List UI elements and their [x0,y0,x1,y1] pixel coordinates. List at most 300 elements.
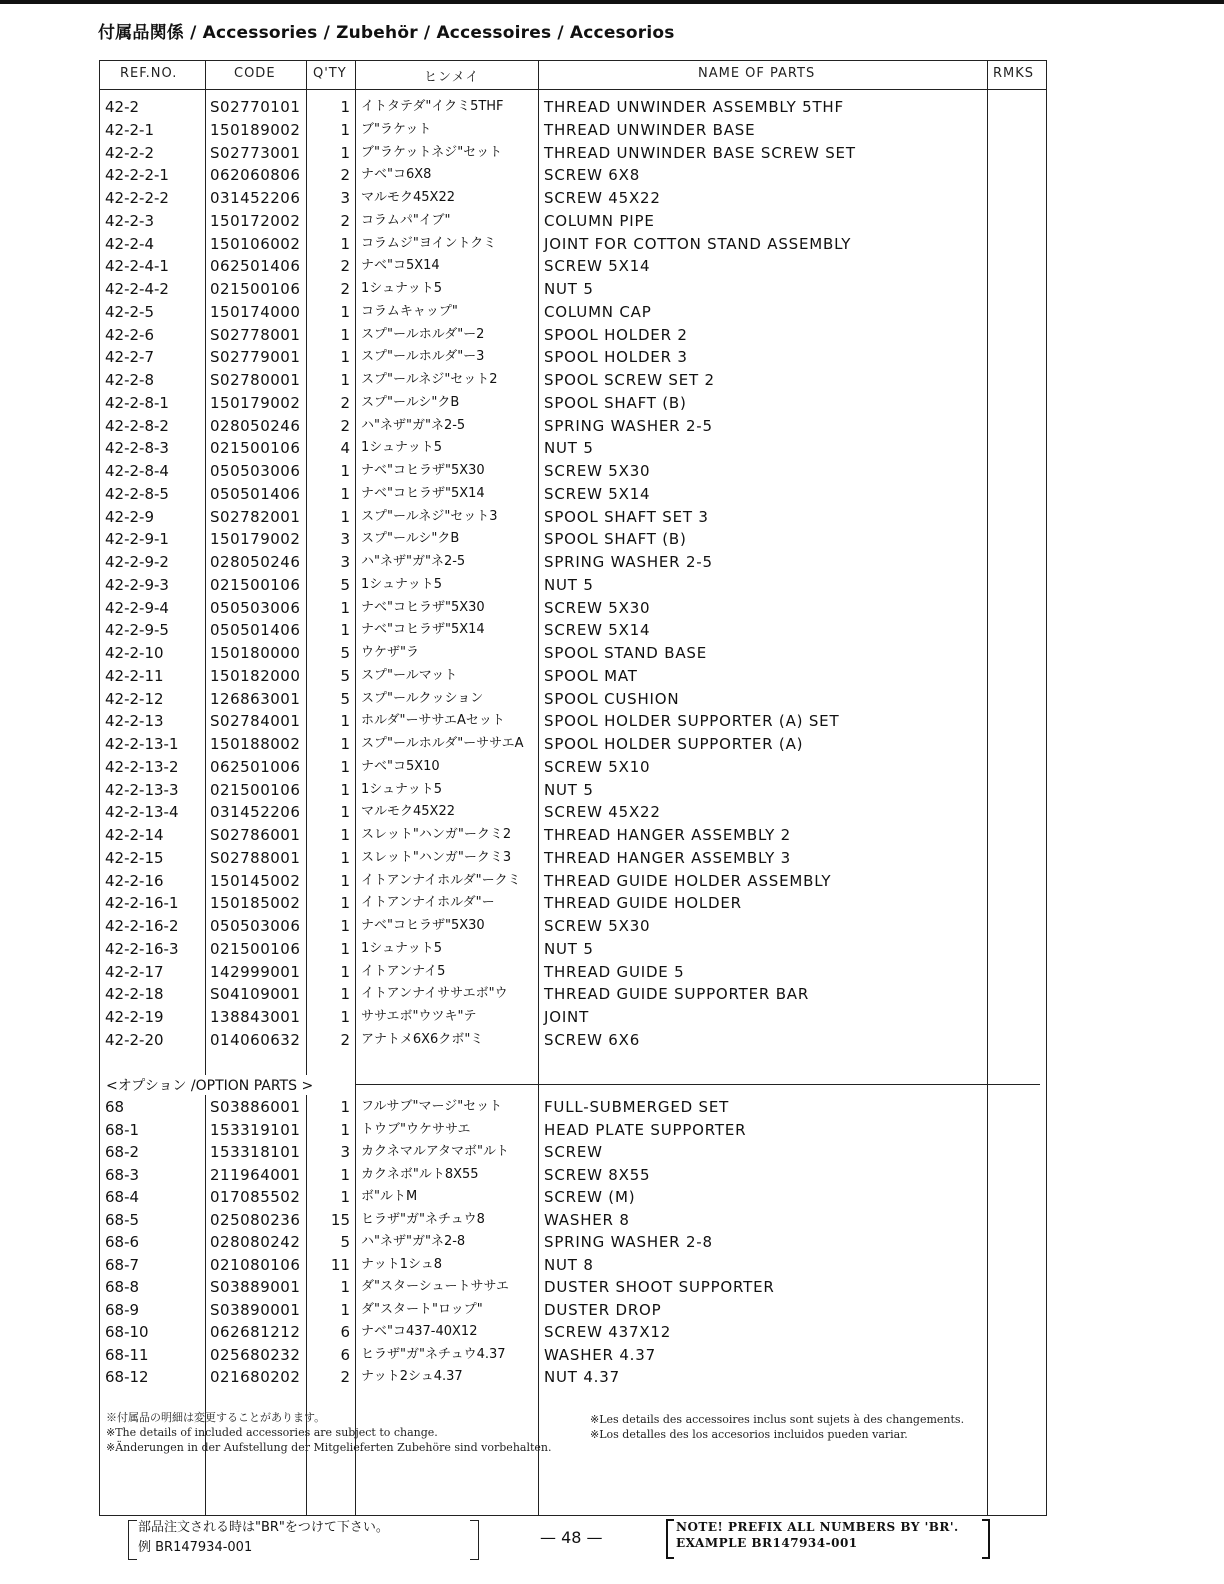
ref-cell: 42-2-3 [105,211,154,230]
kana-cell: イトアンナイホルダ"ー [361,895,495,911]
ref-cell: 42-2-8-1 [105,393,169,412]
kana-cell: 1シュナット5 [361,781,443,797]
kana-cell: スプ"ールシ"クB [361,394,460,410]
ref-cell: 42-2-14 [105,826,164,844]
kana-cell: ナット2シュ4.37 [361,1369,463,1384]
qty-cell: 1 [340,1278,350,1296]
ref-cell: 42-2-9-5 [105,621,169,640]
code-cell: 021680202 [210,1368,301,1386]
kana-cell: ダ"スタート"ロップ" [361,1301,483,1317]
code-cell: 050501406 [210,484,301,503]
code-cell: 021500106 [210,280,301,298]
name-cell: NUT 4.37 [544,1368,620,1386]
bracket-right [470,1520,479,1560]
name-cell: SPOOL HOLDER 2 [544,325,688,344]
qty-cell: 3 [340,553,350,571]
qty-cell: 1 [340,757,350,776]
name-cell: SCREW 5X30 [544,598,651,617]
ref-cell: 42-2-13-3 [105,780,179,799]
kana-cell: ナベ"コヒラザ"5X14 [361,622,485,638]
ref-cell: 42-2-9-3 [105,575,169,594]
order-instruction-line2: 例 BR147934-001 [138,1540,253,1555]
ref-cell: 42-2-17 [105,962,164,981]
kana-cell: ナベ"コヒラザ"5X30 [361,599,485,615]
code-cell: 150172002 [210,211,301,230]
code-cell: 142999001 [210,962,301,981]
ref-cell: 42-2-18 [105,985,164,1004]
code-cell: 050501406 [210,621,301,640]
code-cell: 021080106 [210,1255,301,1274]
qty-cell: 1 [340,598,350,617]
kana-cell: ナット1シュ8 [361,1256,443,1272]
kana-cell: ナベ"コ6X8 [361,167,432,183]
qty-cell: 1 [340,325,350,344]
name-cell: THREAD GUIDE HOLDER ASSEMBLY [544,871,832,890]
kana-cell: スプ"ールネジ"セット2 [361,372,498,387]
bracket-left [128,1520,137,1560]
kana-cell: スプ"ールシ"クB [361,531,460,547]
kana-cell: ハ"ネザ"ガ"ネ2-5 [361,554,466,569]
ref-cell: 42-2-4-2 [105,280,169,298]
qty-cell: 1 [340,1300,350,1319]
ref-cell: 42-2-13-4 [105,803,179,822]
ref-cell: 42-2-16-2 [105,917,179,935]
ref-cell: 42-2 [105,98,140,116]
name-cell: NUT 5 [544,939,594,958]
code-cell: S02773001 [210,143,301,162]
option-divider [355,1084,1040,1085]
name-cell: SPOOL HOLDER SUPPORTER (A) [544,735,804,753]
name-cell: SCREW (M) [544,1188,636,1206]
code-cell: 017085502 [210,1188,301,1206]
ref-cell: 42-2-12 [105,689,164,708]
code-cell: 025680232 [210,1345,301,1364]
col-header-kana: ヒンメイ [424,70,480,85]
kana-cell: コラムパ"イブ" [361,212,451,228]
ref-cell: 42-2-8-2 [105,416,169,435]
code-cell: 062501406 [210,257,301,276]
name-cell: THREAD GUIDE SUPPORTER BAR [544,985,810,1004]
code-cell: 150174000 [210,302,301,321]
qty-cell: 5 [340,1233,350,1251]
name-cell: THREAD HANGER ASSEMBLY 3 [544,848,792,867]
name-cell: SPOOL SHAFT (B) [544,393,687,412]
kana-cell: スレット"ハンガ"ークミ2 [361,827,512,842]
qty-cell: 1 [340,939,350,958]
code-cell: S03890001 [210,1300,301,1319]
ref-cell: 42-2-16-3 [105,939,179,958]
qty-cell: 1 [340,780,350,799]
ref-cell: 42-2-8 [105,371,154,389]
kana-cell: ナベ"コヒラザ"5X30 [361,463,485,478]
ref-cell: 68-10 [105,1323,149,1341]
name-cell: SCREW 6X8 [544,166,641,185]
qty-cell: 2 [340,1030,350,1049]
col-header-code: CODE [234,66,276,81]
kana-cell: 1シュナット5 [361,440,443,456]
kana-cell: イトタテダ"イクミ5THF [361,99,504,114]
ref-cell: 42-2-10 [105,644,164,662]
code-cell: 138843001 [210,1008,301,1026]
name-cell: SPRING WASHER 2-8 [544,1233,713,1251]
qty-cell: 5 [340,666,350,685]
code-cell: 211964001 [210,1165,301,1184]
note-jp: ※付属品の明細は変更することがあります。 [106,1411,326,1424]
name-cell: NUT 5 [544,280,594,298]
kana-cell: ボ"ルトM [361,1189,418,1204]
qty-cell: 1 [340,803,350,822]
name-cell: HEAD PLATE SUPPORTER [544,1120,747,1139]
kana-cell: スプ"ールホルダ"ーササエA [361,736,524,751]
bracket-right [982,1519,990,1559]
qty-cell: 1 [340,302,350,321]
kana-cell: スプ"ールマット [361,667,458,683]
name-cell: NUT 5 [544,780,594,799]
kana-cell: ヒラザ"ガ"ネチュウ4.37 [361,1346,506,1362]
qty-cell: 3 [340,530,350,549]
name-cell: SPRING WASHER 2-5 [544,416,713,435]
note-de: ※Änderungen in der Aufstellung der Mitgelieferten Zubehöre sind vorbehalten. [106,1441,552,1454]
qty-cell: 2 [340,1368,350,1386]
name-cell: NUT 5 [544,575,594,594]
code-cell: 050503006 [210,598,301,617]
ref-cell: 68-5 [105,1210,140,1229]
ref-cell: 68 [105,1098,125,1116]
qty-cell: 2 [340,211,350,230]
ref-cell: 68-6 [105,1233,140,1251]
bracket-left [666,1519,674,1559]
kana-cell: ウケザ"ラ [361,645,419,660]
kana-cell: ササエボ"ウツキ"テ [361,1009,477,1024]
name-cell: SCREW 8X55 [544,1165,651,1184]
ref-cell: 42-2-9-4 [105,598,169,617]
qty-cell: 1 [340,1165,350,1184]
col-divider [538,60,539,1516]
ref-cell: 42-2-20 [105,1030,164,1049]
kana-cell: カクネマルアタマボ"ルト [361,1144,509,1159]
code-cell: 150188002 [210,735,301,753]
qty-cell: 2 [340,166,350,185]
code-cell: 021500106 [210,780,301,799]
qty-cell: 1 [340,484,350,503]
code-cell: 028080242 [210,1233,301,1251]
name-cell: NUT 8 [544,1255,594,1274]
col-header-rmks: RMKS [993,66,1035,81]
ref-cell: 42-2-15 [105,848,164,867]
kana-cell: 1シュナット5 [361,576,443,592]
code-cell: 150189002 [210,120,301,139]
code-cell: 150185002 [210,894,301,913]
qty-cell: 6 [340,1345,350,1364]
kana-cell: ダ"スターシュートササエ [361,1279,509,1294]
code-cell: S04109001 [210,985,301,1004]
code-cell: 150145002 [210,871,301,890]
qty-cell: 1 [340,621,350,640]
ref-cell: 68-1 [105,1120,140,1139]
col-header-name: NAME OF PARTS [698,66,816,81]
prefix-note [676,1519,959,1551]
qty-cell: 1 [340,143,350,162]
qty-cell: 1 [340,712,350,731]
code-cell: 031452206 [210,189,301,207]
name-cell: SCREW 45X22 [544,189,661,207]
code-cell: 021500106 [210,439,301,458]
code-cell: S02778001 [210,325,301,344]
name-cell: SCREW 5X30 [544,462,651,480]
qty-cell: 1 [340,507,350,526]
qty-cell: 2 [340,257,350,276]
qty-cell: 2 [340,416,350,435]
name-cell: WASHER 4.37 [544,1345,656,1364]
code-cell: S02779001 [210,348,301,367]
name-cell: SPOOL MAT [544,666,638,685]
code-cell: S02784001 [210,712,301,731]
name-cell: NUT 5 [544,439,594,458]
ref-cell: 68-3 [105,1165,140,1184]
name-cell: SPOOL STAND BASE [544,644,707,662]
kana-cell: ハ"ネザ"ガ"ネ2-5 [361,417,466,433]
order-instruction-jp [138,1518,389,1558]
qty-cell: 3 [340,1143,350,1161]
kana-cell: ナベ"コ437-40X12 [361,1324,478,1339]
qty-cell: 3 [340,189,350,207]
kana-cell: トウブ"ウケササエ [361,1121,471,1137]
ref-cell: 42-2-5 [105,302,154,321]
kana-cell: カクネボ"ルト8X55 [361,1166,479,1182]
ref-cell: 42-2-13 [105,712,164,731]
name-cell: THREAD GUIDE HOLDER [544,894,742,913]
code-cell: S02788001 [210,848,301,867]
name-cell: DUSTER SHOOT SUPPORTER [544,1278,775,1296]
ref-cell: 42-2-4-1 [105,257,169,276]
kana-cell: スレット"ハンガ"ークミ3 [361,849,512,865]
code-cell: 050503006 [210,917,301,935]
qty-cell: 15 [330,1210,350,1229]
kana-cell: 1シュナット5 [361,281,443,296]
kana-cell: 1シュナット5 [361,940,443,956]
ref-cell: 42-2-9 [105,507,154,526]
kana-cell: コラムジ"ヨイントクミ [361,235,497,251]
ref-cell: 42-2-8-5 [105,484,169,503]
page-title: 付属品関係 / Accessories / Zubehör / Accessoires / Accesorios [98,23,675,43]
code-cell: 014060632 [210,1030,301,1049]
ref-cell: 42-2-16 [105,871,164,890]
ref-cell: 42-2-1 [105,120,154,139]
qty-cell: 1 [340,371,350,389]
col-divider [205,60,206,1516]
qty-cell: 1 [340,1188,350,1206]
name-cell: SCREW 5X14 [544,484,651,503]
ref-cell: 68-12 [105,1368,149,1386]
kana-cell: マルモク45X22 [361,190,455,205]
col-divider [987,60,988,1516]
ref-cell: 42-2-13-2 [105,757,179,776]
ref-cell: 68-8 [105,1278,140,1296]
qty-cell: 1 [340,234,350,253]
name-cell: THREAD UNWINDER BASE [544,120,756,139]
kana-cell: ハ"ネザ"ガ"ネ2-8 [361,1234,466,1249]
qty-cell: 11 [330,1255,350,1274]
ref-cell: 42-2-13-1 [105,735,179,753]
code-cell: S02786001 [210,826,301,844]
name-cell: FULL-SUBMERGED SET [544,1098,730,1116]
name-cell: SPOOL SCREW SET 2 [544,371,715,389]
code-cell: S03889001 [210,1278,301,1296]
qty-cell: 1 [340,120,350,139]
kana-cell: ナベ"コ5X10 [361,758,440,774]
qty-cell: 1 [340,894,350,913]
name-cell: COLUMN CAP [544,302,652,321]
col-divider [355,60,356,1516]
kana-cell: ブ"ラケット [361,121,432,137]
name-cell: THREAD UNWINDER BASE SCREW SET [544,143,856,162]
code-cell: 150106002 [210,234,301,253]
top-border [0,0,1224,4]
prefix-note-line1: NOTE! PREFIX ALL NUMBERS BY 'BR'. [676,1520,959,1534]
notes-left [106,1410,552,1455]
ref-cell: 68-4 [105,1188,140,1206]
ref-cell: 42-2-9-1 [105,530,169,549]
code-cell: 025080236 [210,1210,301,1229]
qty-cell: 4 [340,439,350,458]
col-divider [306,60,307,1516]
code-cell: 028050246 [210,553,301,571]
qty-cell: 1 [340,1098,350,1116]
kana-cell: コラムキャップ" [361,303,458,319]
code-cell: 150180000 [210,644,301,662]
name-cell: SPOOL SHAFT SET 3 [544,507,709,526]
kana-cell: ナベ"コヒラザ"5X14 [361,485,485,501]
kana-cell: ナベ"コヒラザ"5X30 [361,918,485,933]
code-cell: 028050246 [210,416,301,435]
name-cell: COLUMN PIPE [544,211,655,230]
kana-cell: イトアンナイササエボ"ウ [361,986,508,1002]
qty-cell: 1 [340,462,350,480]
qty-cell: 5 [340,689,350,708]
ref-cell: 42-2-7 [105,348,154,367]
qty-cell: 1 [340,826,350,844]
ref-cell: 42-2-8-3 [105,439,169,458]
qty-cell: 2 [340,393,350,412]
prefix-note-line2: EXAMPLE BR147934-001 [676,1536,858,1550]
note-fr: ※Les details des accessoires inclus sont sujets à des changements. [590,1413,965,1426]
code-cell: 031452206 [210,803,301,822]
kana-cell: マルモク45X22 [361,804,455,820]
qty-cell: 1 [340,735,350,753]
ref-cell: 42-2-2-1 [105,166,169,185]
qty-cell: 1 [340,985,350,1004]
name-cell: SCREW 437X12 [544,1323,672,1341]
code-cell: S02782001 [210,507,301,526]
ref-cell: 42-2-6 [105,325,154,344]
code-cell: 021500106 [210,575,301,594]
name-cell: JOINT FOR COTTON STAND ASSEMBLY [544,234,852,253]
name-cell: THREAD GUIDE 5 [544,962,685,981]
kana-cell: イトアンナイ5 [361,963,446,979]
qty-cell: 6 [340,1323,350,1341]
kana-cell: スプ"ールホルダ"ー2 [361,326,485,342]
qty-cell: 1 [340,917,350,935]
kana-cell: フルサブ"マージ"セット [361,1099,503,1114]
ref-cell: 42-2-4 [105,234,154,253]
ref-cell: 42-2-19 [105,1008,164,1026]
name-cell: SCREW 5X14 [544,621,651,640]
qty-cell: 1 [340,98,350,116]
qty-cell: 1 [340,1008,350,1026]
header-divider [99,89,1047,90]
name-cell: SPOOL SHAFT (B) [544,530,687,549]
ref-cell: 42-2-2 [105,143,154,162]
ref-cell: 42-2-2-2 [105,189,169,207]
code-cell: 062501006 [210,757,301,776]
kana-cell: ブ"ラケットネジ"セット [361,144,503,160]
name-cell: SCREW 6X6 [544,1030,641,1049]
ref-cell: 42-2-9-2 [105,553,169,571]
kana-cell: ナベ"コ5X14 [361,258,440,274]
kana-cell: ホルダ"ーササエAセット [361,713,505,729]
ref-cell: 68-7 [105,1255,140,1274]
name-cell: SCREW 5X10 [544,757,651,776]
kana-cell: イトアンナイホルダ"ークミ [361,872,521,888]
ref-cell: 42-2-11 [105,666,164,685]
qty-cell: 1 [340,962,350,981]
code-cell: 062060806 [210,166,301,185]
qty-cell: 1 [340,871,350,890]
qty-cell: 5 [340,644,350,662]
code-cell: S02780001 [210,371,301,389]
name-cell: SCREW 5X14 [544,257,651,276]
name-cell: SPOOL CUSHION [544,689,680,708]
qty-cell: 1 [340,1120,350,1139]
name-cell: SCREW [544,1143,603,1161]
code-cell: 150179002 [210,530,301,549]
code-cell: 150179002 [210,393,301,412]
col-header-qty: Q'TY [313,66,347,81]
col-header-ref: REF.NO. [120,66,178,81]
qty-cell: 2 [340,280,350,298]
kana-cell: ヒラザ"ガ"ネチュウ8 [361,1211,485,1227]
qty-cell: 1 [340,348,350,367]
code-cell: 062681212 [210,1323,301,1341]
note-es: ※Los detalles des los accesorios incluidos pueden variar. [590,1428,908,1441]
ref-cell: 68-9 [105,1300,140,1319]
code-cell: 021500106 [210,939,301,958]
code-cell: 126863001 [210,689,301,708]
code-cell: 153318101 [210,1143,301,1161]
code-cell: 150182000 [210,666,301,685]
ref-cell: 68-2 [105,1143,140,1161]
name-cell: THREAD HANGER ASSEMBLY 2 [544,826,792,844]
note-en: ※The details of included accessories are subject to change. [106,1426,438,1439]
name-cell: JOINT [544,1008,590,1026]
name-cell: DUSTER DROP [544,1300,662,1319]
name-cell: THREAD UNWINDER ASSEMBLY 5THF [544,98,844,116]
notes-right [590,1412,964,1442]
code-cell: 153319101 [210,1120,301,1139]
name-cell: SCREW 5X30 [544,917,651,935]
kana-cell: スプ"ールクッション [361,690,484,706]
qty-cell: 5 [340,575,350,594]
option-parts-label: <オプション /OPTION PARTS > [106,1075,317,1095]
name-cell: WASHER 8 [544,1210,630,1229]
kana-cell: スプ"ールネジ"セット3 [361,508,498,524]
ref-cell: 42-2-8-4 [105,462,169,480]
ref-cell: 42-2-16-1 [105,894,179,913]
code-cell: S03886001 [210,1098,301,1116]
code-cell: S02770101 [210,98,301,116]
qty-cell: 1 [340,848,350,867]
ref-cell: 68-11 [105,1345,149,1364]
